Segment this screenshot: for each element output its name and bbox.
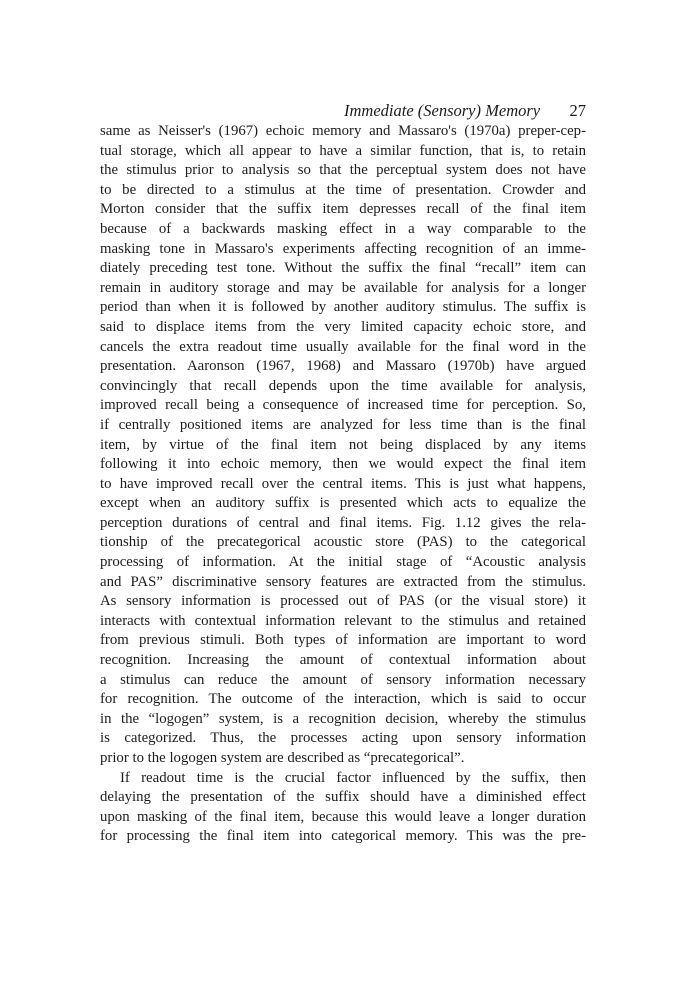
text-line: for processing the final item into categorical memory. This was the pre- xyxy=(100,828,586,845)
text-line: to have improved recall over the central items. This is just what happens, xyxy=(100,475,586,492)
text-line: interacts with contextual information relevant to the stimulus and retained xyxy=(100,612,586,629)
text-line: prior to the logogen system are described as “precategorical”. xyxy=(100,750,465,766)
text-line: same as Neisser's (1967) echoic memory and Massaro's (1970a) preper-cep- xyxy=(100,123,586,139)
page-number: 27 xyxy=(569,101,586,120)
text-line: following it into echoic memory, then we would expect the final item xyxy=(100,456,586,473)
running-header xyxy=(100,100,586,122)
text-line: the stimulus prior to analysis so that the perceptual system does not have xyxy=(100,162,586,179)
paragraph xyxy=(100,769,586,847)
text-line: convincingly that recall depends upon the time available for analysis, xyxy=(100,377,586,394)
text-line: remain in auditory storage and may be available for analysis for a longer xyxy=(100,279,586,296)
running-title: Immediate (Sensory) Memory xyxy=(344,101,541,120)
text-line: in the “logogen” system, is a recognition decision, whereby the stimulus xyxy=(100,710,586,727)
body-text xyxy=(100,122,586,847)
paragraph xyxy=(100,122,586,769)
text-line: period than when it is followed by another auditory stimulus. The suffix is xyxy=(100,299,586,316)
text-line: cancels the extra readout time usually available for the final word in the xyxy=(100,338,586,355)
text-line: because of a backwards masking effect in a way comparable to the xyxy=(100,220,586,237)
text-line: for recognition. The outcome of the interaction, which is said to occur xyxy=(100,691,586,708)
text-line: a stimulus can reduce the amount of sensory information necessary xyxy=(100,671,586,688)
text-line: tionship of the precategorical acoustic store (PAS) to the categorical xyxy=(100,534,586,551)
text-line: masking tone in Massaro's experiments affecting recognition of an imme- xyxy=(100,240,586,257)
text-line: item, by virtue of the final item not being displaced by any items xyxy=(100,436,586,453)
text-line: except when an auditory suffix is presented which acts to equalize the xyxy=(100,495,586,512)
text-line: upon masking of the final item, because this would leave a longer duration xyxy=(100,808,586,825)
text-line: diately preceding test tone. Without the suffix the final “recall” item can xyxy=(100,260,586,277)
text-line: is categorized. Thus, the processes acting upon sensory information xyxy=(100,730,586,747)
text-line: presentation. Aaronson (1967, 1968) and Massaro (1970b) have argued xyxy=(100,358,586,375)
text-line: delaying the presentation of the suffix should have a diminished effect xyxy=(100,789,586,806)
text-line: Morton consider that the suffix item depresses recall of the final item xyxy=(100,201,586,218)
text-line: recognition. Increasing the amount of contextual information about xyxy=(100,652,586,669)
text-line: from previous stimuli. Both types of information are important to word xyxy=(100,632,586,649)
text-line: processing of information. At the initial stage of “Acoustic analysis xyxy=(100,554,586,571)
text-line: to be directed to a stimulus at the time of presentation. Crowder and xyxy=(100,181,586,198)
text-line: tual storage, which all appear to have a similar function, that is, to retain xyxy=(100,142,586,159)
text-line: improved recall being a consequence of increased time for perception. So, xyxy=(100,397,586,414)
text-line: said to displace items from the very limited capacity echoic store, and xyxy=(100,318,586,335)
text-line: perception durations of central and final items. Fig. 1.12 gives the rela- xyxy=(100,514,586,531)
text-line: As sensory information is processed out of PAS (or the visual store) it xyxy=(100,593,586,610)
text-line: If readout time is the crucial factor influenced by the suffix, then xyxy=(120,769,586,786)
text-line: if centrally positioned items are analyzed for less time than is the final xyxy=(100,416,586,433)
text-line: and PAS” discriminative sensory features are extracted from the stimulus. xyxy=(100,573,586,590)
